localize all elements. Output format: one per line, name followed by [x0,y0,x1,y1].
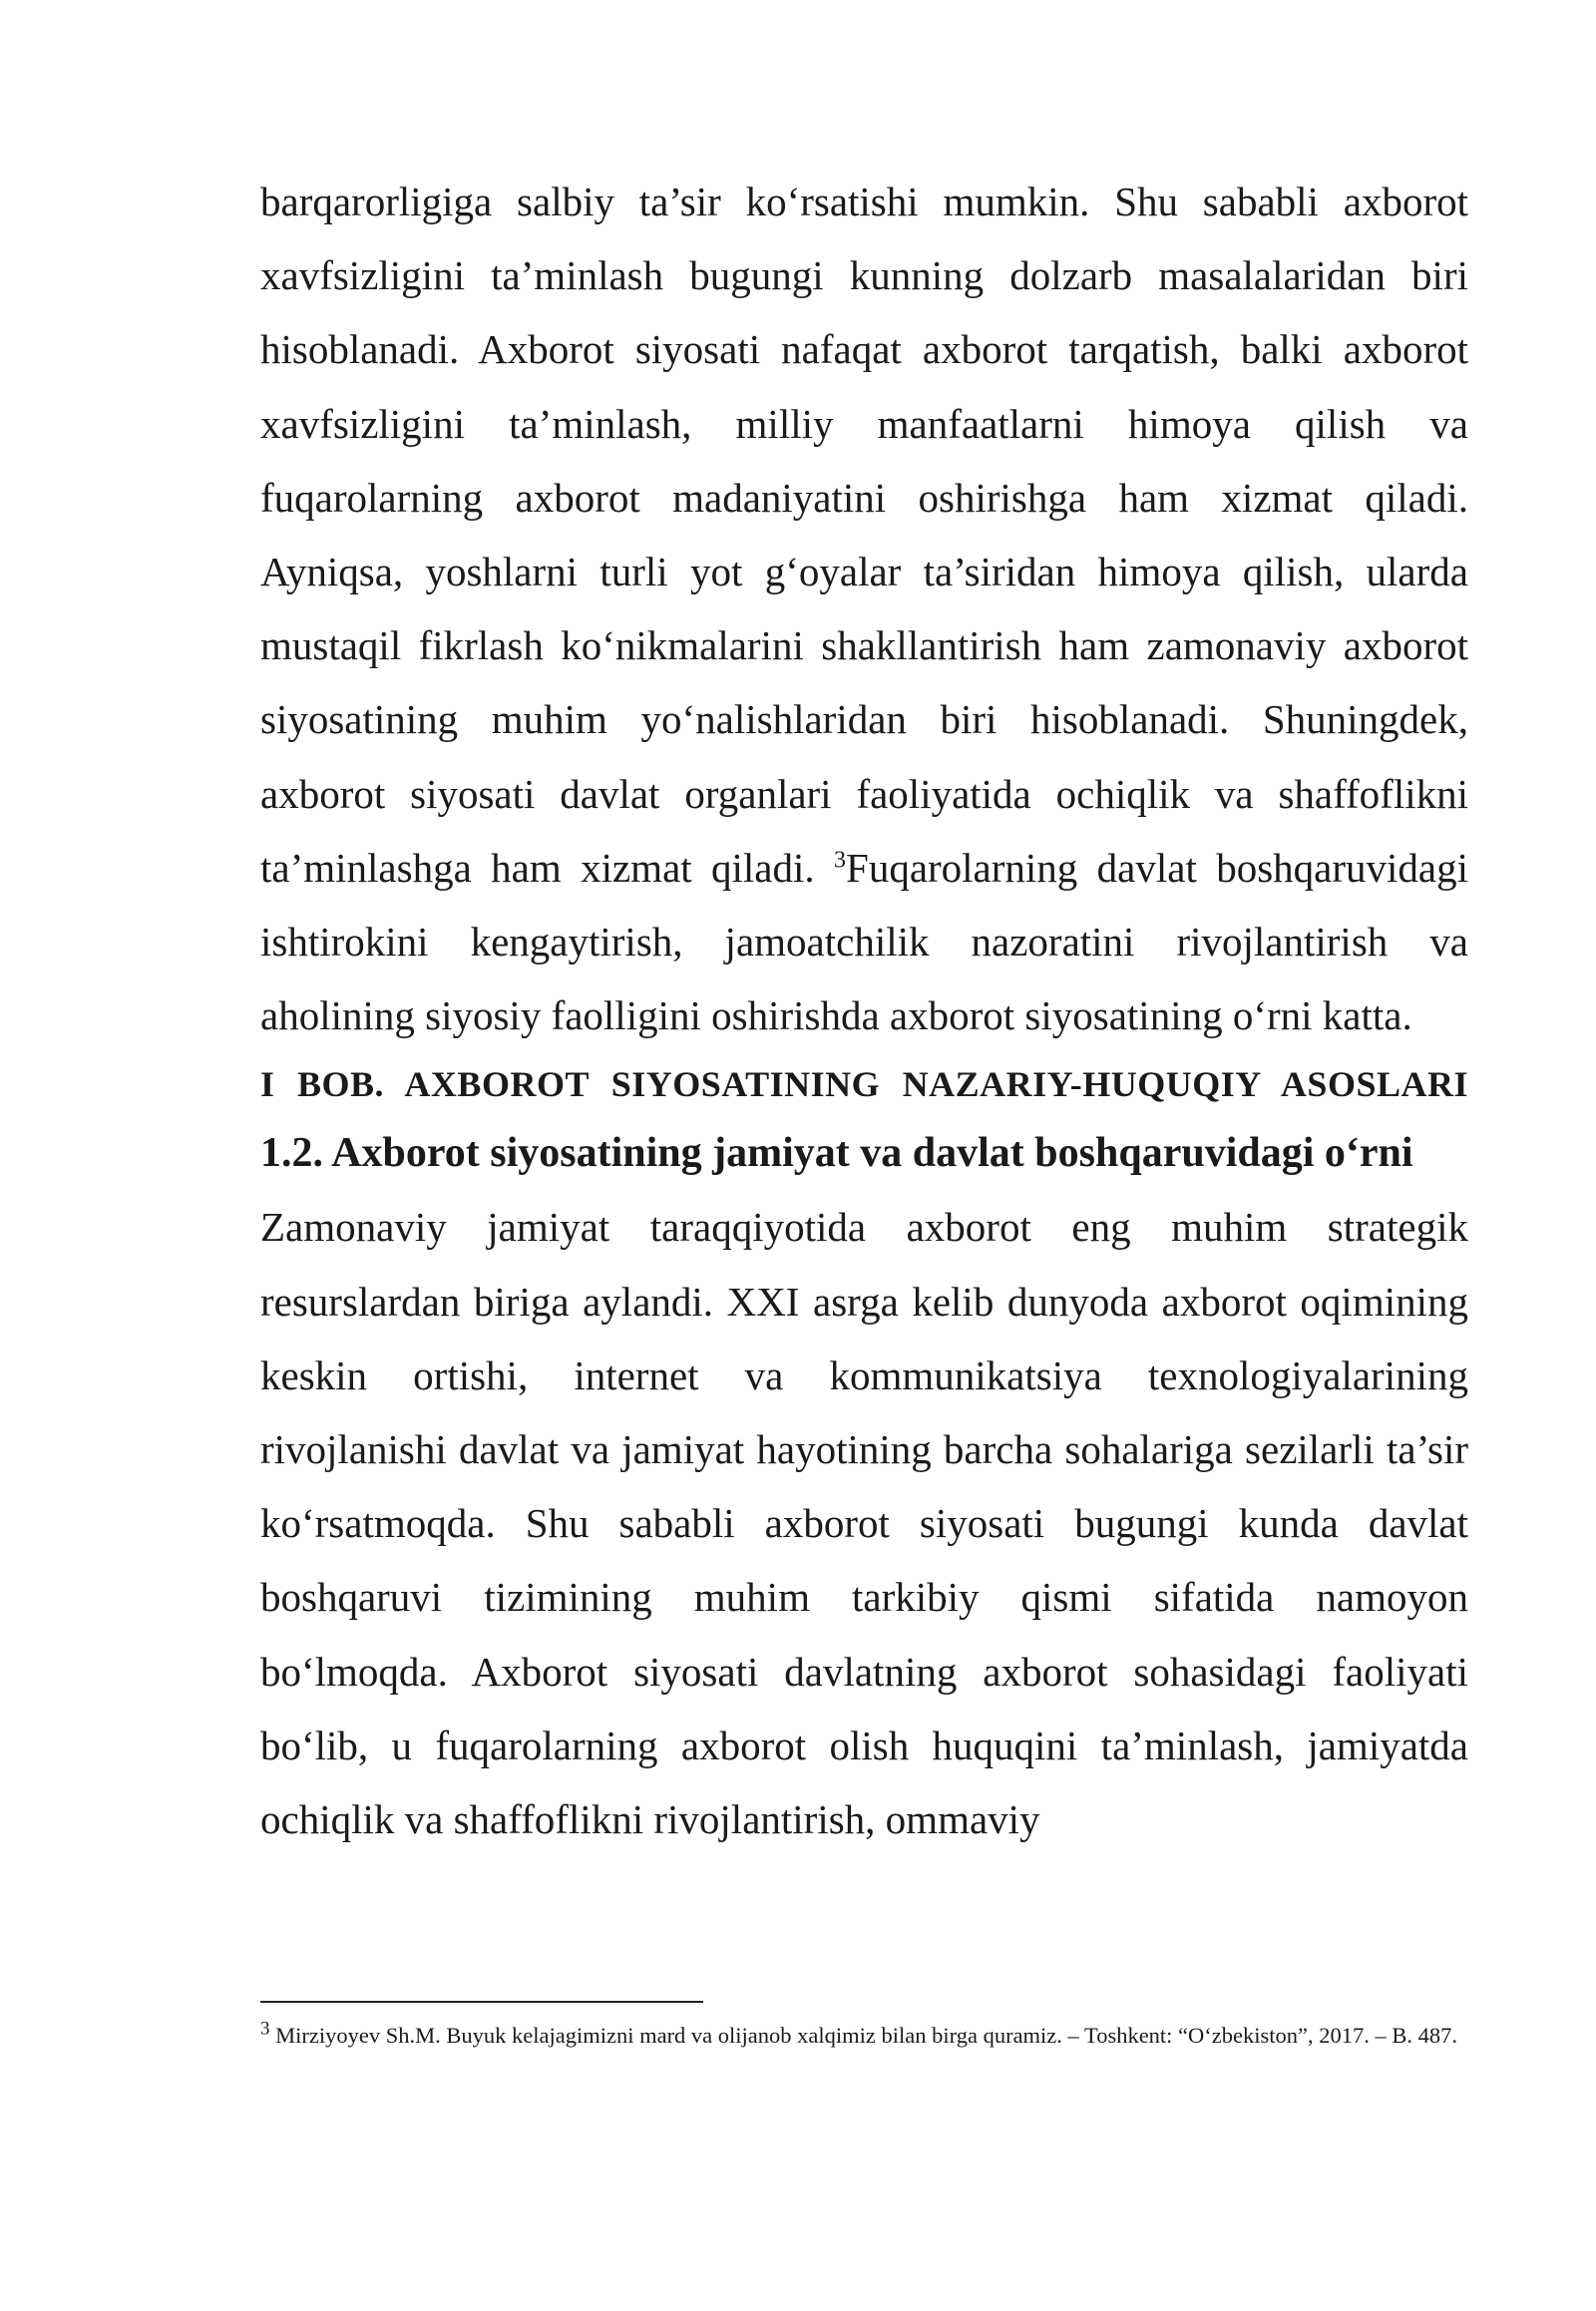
paragraph-1 [260,165,1468,1052]
footnote-number: 3 [260,2018,270,2040]
paragraph-1-continuation: Fuqarolarning davlat boshqaruvidagi ishtirokini kengaytirish, jamoatchilik nazoratini rivojlantirish va aholining siyosiy faolligini oshirishda axborot siyosatining o‘rni katta. [260,844,1468,1039]
section-heading: 1.2. Axborot siyosatining jamiyat va davlat boshqaruvidagi o‘rni [260,1130,1413,1177]
footnote-reference: 3 [834,847,847,874]
paragraph-1-text: barqarorligiga salbiy ta’sir ko‘rsatishi mumkin. Shu sababli axborot xavfsizligini ta’minlash bugungi kunning dolzarb masalalaridan biri hisoblanadi. Axborot siyosati nafaqat axborot tarqatish, balki axborot xavfsizligini ta’minlash, milliy manfaatlarni himoya qilish va fuqarolarning axborot madaniyatini oshirishga ham xizmat qiladi. Ayniqsa, yoshlarni turli yot g‘oyalar ta’siridan himoya qilish, ularda mustaqil fikrlash ko‘nikmalarini shakllantirish ham zamonaviy axborot siyosatining muhim yo‘nalishlaridan biri hisoblanadi. Shuningdek, axborot siyosati davlat organlari faoliyatida ochiqlik va shaffoflikni ta’minlashga ham xizmat qiladi. [260,179,1468,891]
footnote [260,2015,1468,2057]
page-body [260,165,1468,1856]
chapter-heading: I BOB. AXBOROT SIYOSATINING NAZARIY-HUQUQIY ASOSLARI [260,1064,1468,1105]
footnote-text: Mirziyoyev Sh.M. Buyuk kelajagimizni mard va olijanob xalqimiz bilan birga quramiz. – Toshkent: “O‘zbekiston”, 2017. – B. 487. [269,2023,1458,2048]
paragraph-2: Zamonaviy jamiyat taraqqiyotida axborot eng muhim strategik resurslardan biriga aylandi. XXI asrga kelib dunyoda axborot oqimining keskin ortishi, internet va kommunikatsiya texnologiyalarining rivojlanishi davlat va jamiyat hayotining barcha sohalariga sezilarli ta’sir ko‘rsatmoqda. Shu sababli axborot siyosati bugungi kunda davlat boshqaruvi tizimining muhim tarkibiy qismi sifatida namoyon bo‘lmoqda. Axborot siyosati davlatning axborot sohasidagi faoliyati bo‘lib, u fuqarolarning axborot olish huquqini ta’minlash, jamiyatda ochiqlik va shaffoflikni rivojlantirish, ommaviy [260,1204,1468,1843]
footnote-divider [260,2001,703,2003]
